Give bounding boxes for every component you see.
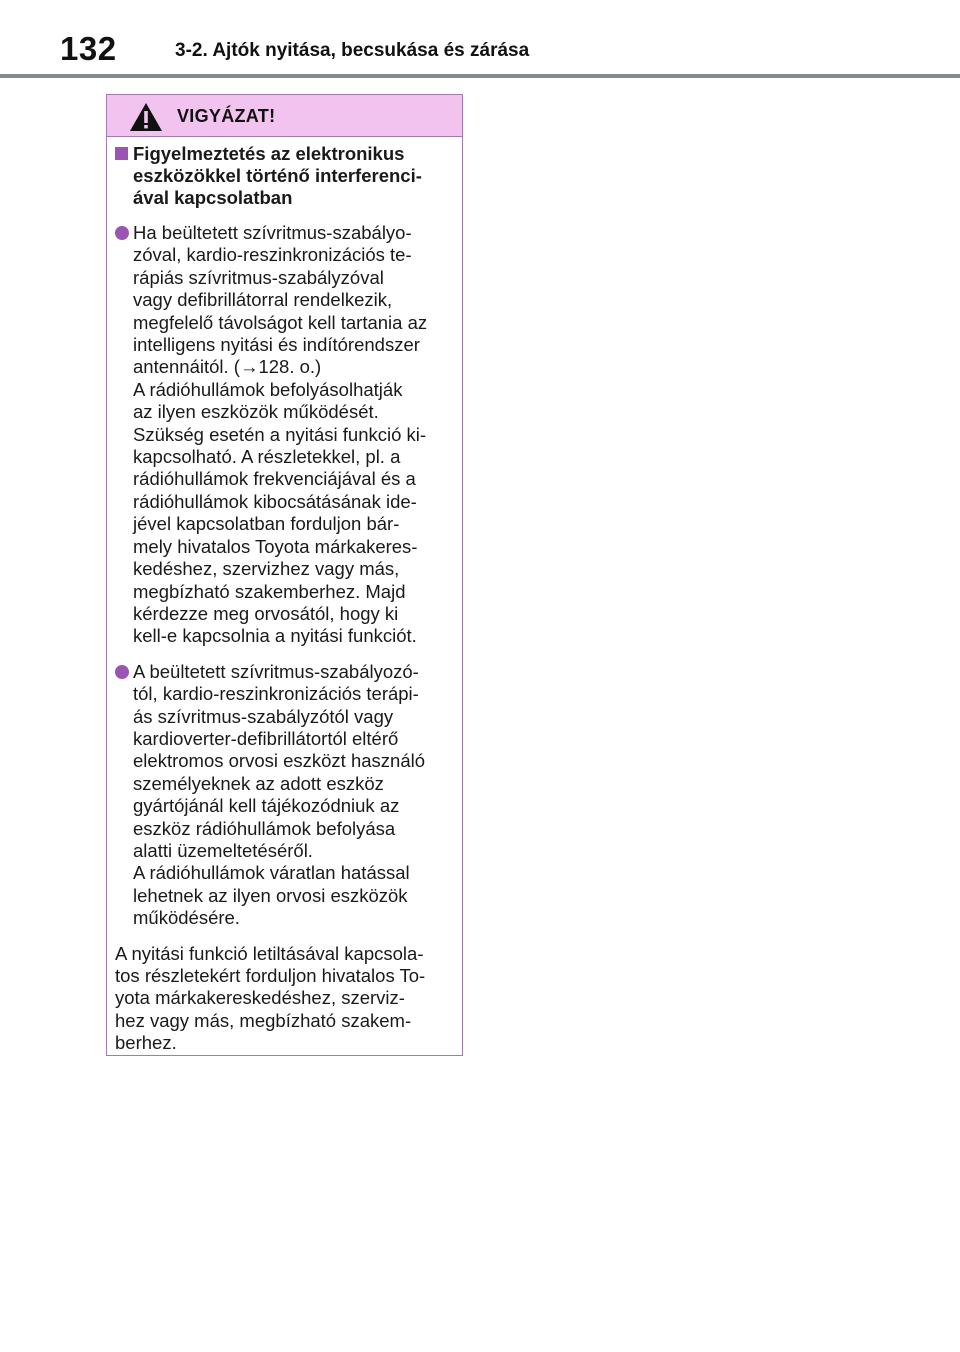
round-bullet-icon [115,665,129,679]
item-line: lehetnek az ilyen orvosi eszközök [133,884,408,906]
warning-triangle-icon [129,102,163,132]
item-line: antennáitól. (→128. o.) [133,356,322,378]
warning-item-pacemaker [115,222,448,648]
item-line: kérdezze meg orvosától, hogy ki [133,602,399,624]
closing-line: berhez. [115,1032,177,1054]
closing-line: hez vagy más, megbízható szakem- [115,1009,412,1031]
item-line: kell-e kapcsolnia a nyitási funkciót. [133,625,417,647]
item-line: kedéshez, szervizhez vagy más, [133,558,400,580]
item-line: elektromos orvosi eszközt használó [133,750,426,772]
item-line: megbízható szakemberhez. Majd [133,580,406,602]
item-line: A rádióhullámok váratlan hatással [133,862,410,884]
item-line: eszköz rádióhullámok befolyása [133,817,396,839]
page-number: 132 [60,30,117,67]
closing-line: A nyitási funkció letiltásával kapcsola- [115,942,424,964]
section-title: 3-2. Ajtók nyitása, becsukása és zárása [175,40,530,61]
item-line: rápiás szívritmus-szabályzóval [133,266,384,288]
item-line: Ha beültetett szívritmus-szabályo- [133,222,412,243]
item-line: az ilyen eszközök működését. [133,401,379,423]
item-line: intelligens nyitási és indítórendszer [133,334,420,356]
item-line: alatti üzemeltetéséről. [133,839,313,861]
square-bullet-icon [115,147,128,160]
item-line: rádióhullámok frekvenciájával és a [133,468,416,490]
warning-topic [115,143,448,209]
warning-box [106,94,463,1056]
closing-line: tos részletekért forduljon hivatalos To- [115,965,426,986]
warning-header [107,95,462,137]
warning-body [107,137,462,1055]
topic-line: Figyelmeztetés az elektronikus [133,143,405,164]
warning-item-medical-device [115,661,448,930]
item-line: zóval, kardio-reszinkronizációs te- [133,244,412,266]
item-line: kapcsolható. A részletekkel, pl. a [133,446,401,468]
item-line: A rádióhullámok befolyásolhatják [133,378,403,400]
item-line: személyeknek az adott eszköz [133,772,384,794]
round-bullet-icon [115,226,129,240]
item-line: megfelelő távolságot kell tartania az [133,311,428,333]
item-line: működésére. [133,907,240,929]
closing-line: yota márkakereskedéshez, szerviz- [115,987,405,1009]
item-line: jével kapcsolatban forduljon bár- [133,513,400,535]
warning-label: VIGYÁZAT! [177,106,276,126]
topic-line: ával kapcsolatban [133,187,293,208]
topic-line: eszközökkel történő interferenci- [133,165,422,186]
item-line: tól, kardio-reszinkronizációs terápi- [133,683,419,705]
item-line: vagy defibrillátorral rendelkezik, [133,289,393,311]
header-divider [0,74,960,78]
page-header [0,0,960,80]
item-line: rádióhullámok kibocsátásának ide- [133,490,417,512]
item-line: A beültetett szívritmus-szabályozó- [133,660,419,682]
item-line: ás szívritmus-szabályzótól vagy [133,705,394,727]
item-line: Szükség esetén a nyitási funkció ki- [133,423,427,445]
item-line: kardioverter-defibrillátortól eltérő [133,727,399,749]
item-line: gyártójánál kell tájékozódniuk az [133,795,400,817]
warning-closing-paragraph [115,943,448,1055]
item-line: mely hivatalos Toyota márkakeres- [133,535,418,557]
